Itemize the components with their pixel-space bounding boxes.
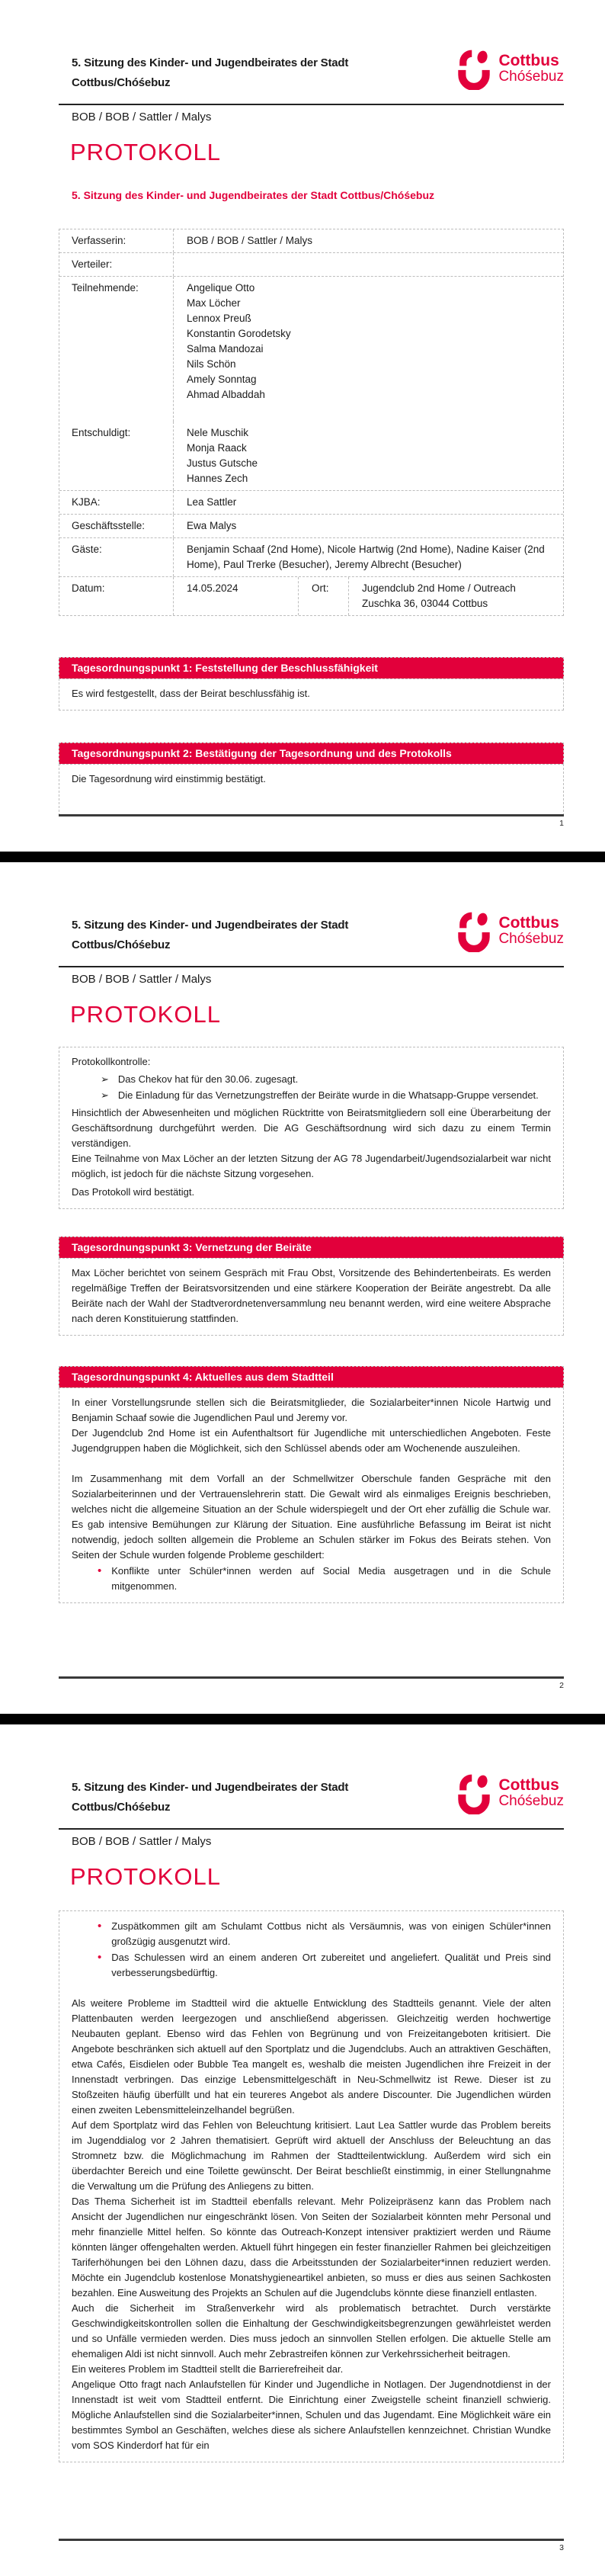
- stadtteil-paragraphs: [72, 1996, 551, 2453]
- protokollkontrolle-para3: Das Protokoll wird bestätigt.: [72, 1186, 195, 1198]
- list-item-text: Das Schulessen wird an einem anderen Ort zubereitet und angeliefert. Qualität und Preis sind verbesserungsbedürftig.: [111, 1952, 551, 1978]
- header-divider: [59, 104, 564, 105]
- excused-name: Hannes Zech: [187, 473, 248, 484]
- excused-name: Monja Raack: [187, 442, 247, 454]
- topic-3-body: [59, 1258, 564, 1336]
- page-1: [0, 0, 605, 852]
- protokollkontrolle-box: [59, 1047, 564, 1209]
- topic-2-body: [59, 764, 564, 816]
- footer-divider: [59, 1676, 564, 1679]
- school-problems-list: [72, 1919, 551, 1981]
- logo-city-name: Cottbus: [498, 914, 559, 932]
- logo-city-name: Cottbus: [498, 1776, 559, 1794]
- topic-1-heading: Tagesordnungspunkt 1: Feststellung der Beschlussfähigkeit: [59, 657, 564, 678]
- arrow-bullet-icon: ➢: [101, 1073, 109, 1085]
- participant-name: Konstantin Gorodetsky: [187, 328, 291, 339]
- row-label: Teilnehmende:: [59, 277, 174, 422]
- excused-list: [187, 425, 554, 486]
- participant-name: Amely Sonntag: [187, 374, 257, 385]
- protokollkontrolle-para2: Eine Teilnahme von Max Löcher an der letzten Sitzung der AG 78 Jugendarbeit/Jugendsozialarbeit war nicht möglich, ist jedoch für die nächste Sitzung vorgesehen.: [72, 1153, 551, 1179]
- topic-4-body: [59, 1387, 564, 1603]
- topic-3-text: Max Löcher berichtet von seinem Gespräch mit Frau Obst, Vorsitzende des Behindertenbeirats. Es werden regelmäßige Treffen der Beiratsvorsitzenden und eine stärkere Kooperation der Beiräte angestrebt. Da alle Beiräte nach der Wahl der Stadtverordnetenversammlung neu benannt werden, wird eine weitere Absprache nach deren Konstituierung stattfinden.: [72, 1267, 551, 1324]
- row-label: Datum:: [59, 577, 174, 615]
- body-paragraph: Angelique Otto fragt nach Anlaufstellen für Kinder und Jugendliche in Notlagen. Der Jugendnotdienst in der Innenstadt ist weit vom Stadtteil entfernt. Die Einrichtung einer Zweigstelle scheint finanziell schwierig. Mögliche Anlaufstellen sind die Sozialarbeiter*innen, Schulen und das Jugendamt. Eine Möglichkeit wäre ein bestimmtes Symbol an Geschäften, welches diese als sichere Anlaufstellen kennzeichnet. Christian Wundke vom SOS Kinderdorf hat für ein: [72, 2379, 551, 2451]
- document-title-line2: Cottbus/Chóśebuz: [72, 1801, 171, 1814]
- page-footer: [59, 1676, 564, 1690]
- dot-bullet-icon: •: [98, 1564, 102, 1577]
- topic-4-heading: Tagesordnungspunkt 4: Aktuelles aus dem Stadtteil: [59, 1366, 564, 1387]
- table-row-geschaeftsstelle: [59, 514, 563, 537]
- cottbus-logo: [456, 909, 564, 952]
- document-title-line2: Cottbus/Chóśebuz: [72, 938, 171, 951]
- header-divider: [59, 1828, 564, 1830]
- list-item: [72, 1950, 551, 1981]
- page-footer: [59, 814, 564, 828]
- topic-1-body: [59, 678, 564, 711]
- stadtteil-continuation-section: [59, 1910, 564, 2462]
- excused-name: Nele Muschik: [187, 427, 249, 438]
- topic-4-para2: Der Jugendclub 2nd Home ist ein Aufenthaltsort für Jugendliche mit unterschiedlichen Angeboten. Feste Jugendgruppen haben die Möglichkeit, sich den Schlüssel abends oder am Wochenende auszuleihen.: [72, 1427, 551, 1454]
- row-label: Gäste:: [59, 538, 174, 576]
- document-title-line2: Cottbus/Chóśebuz: [72, 76, 171, 89]
- doc-type-heading: PROTOKOLL: [70, 139, 221, 165]
- participant-name: Lennox Preuß: [187, 313, 251, 324]
- authors-line: BOB / BOB / Sattler / Malys: [72, 973, 212, 986]
- body-paragraph: Auch die Sicherheit im Straßenverkehr wird als problematisch betrachtet. Durch verstärkte Geschwindigkeitskontrollen sollen die Einhaltung der Geschwindigkeitsbegrenzungen gewährleistet werden und so Unfälle vermieden werden. Dies muss jedoch an sinnvollen Stellen erfolgen. Die aktuelle Stelle am ehemaligen Aldi ist nicht sinnvoll. Auch mehr Zebrastreifen können zur Verkehrssicherheit beitragen.: [72, 2302, 551, 2359]
- table-row-datum: [59, 576, 563, 615]
- cottbus-logo-icon: [456, 909, 491, 952]
- protokollkontrolle-list: [72, 1072, 551, 1103]
- topic-4-bullet: [72, 1564, 551, 1594]
- page-number: 2: [559, 1681, 564, 1690]
- header-divider: [59, 966, 564, 967]
- logo-city-name: Cottbus: [498, 52, 559, 69]
- row-label: Verfasserin:: [59, 229, 174, 252]
- participant-name: Max Löcher: [187, 297, 241, 309]
- list-item: [72, 1919, 551, 1949]
- meta-table: [59, 229, 564, 616]
- document-title: [72, 53, 348, 93]
- document-title-line1: 5. Sitzung des Kinder- und Jugendbeirates der Stadt: [72, 1781, 349, 1794]
- document-title: [72, 1778, 348, 1817]
- body-paragraph: Das Thema Sicherheit ist im Stadtteil ebenfalls relevant. Mehr Polizeipräsenz kann das Problem nach Ansicht der Jugendlichen nur eingeschränkt lösen. Von Seiten der Sozialarbeit könnten mehr Personal und mehr finanzielle Mittel helfen. So könnte das Outreach-Konzept intensiver praktiziert werden und Räume könnten länger offengehalten werden. Aktuell führt hingegen ein fester finanzieller Rahmen bei gleichzeitigen Tariferhöhungen bei den Löhnen dazu, dass die Arbeitsstunden der Sozialarbeiter*innen reduziert werden. Möchte ein Jugendclub kostenlose Monatshygieneartikel anbieten, so muss er dies aus seinen Sachkosten bezahlen. Eine Ausweitung des Projekts an Schulen auf die Jugendclubs könnte diese finanziell entlasten.: [72, 2196, 551, 2299]
- row-value: Ewa Malys: [187, 520, 237, 531]
- table-row-gaeste: [59, 537, 563, 576]
- body-paragraph: Ein weiteres Problem im Stadtteil stellt die Barrierefreiheit dar.: [72, 2363, 344, 2375]
- dot-bullet-icon: •: [98, 1920, 102, 1933]
- row-label: KJBA:: [59, 491, 174, 514]
- list-item-text: Das Chekov hat für den 30.06. zugesagt.: [117, 1073, 299, 1085]
- document-header: [59, 53, 564, 93]
- list-item-text: Zuspätkommen gilt am Schulamt Cottbus nicht als Versäumnis, was von einigen Schüler*innen großzügig ausgenutzt wird.: [111, 1920, 551, 1947]
- cottbus-logo: [456, 47, 564, 90]
- body-paragraph: Als weitere Probleme im Stadtteil wird die aktuelle Entwicklung des Stadtteils genannt. Viele der alten Plattenbauten werden leergezogen und anschließend abgerissen. Gleichzeitig werden hochwertige Neubauten geplant. Ebenso wird das Fehlen von Begrünung und von Freizeitangeboten kritisiert. Die Angebote beschränken sich aktuell auf den Sportplatz und die Jugendclubs. Auch an attraktiven Geschäften, etwa Cafés, Eisdielen oder Bubble Tea mangelt es, weshalb die meisten Jugendlichen ihre Freizeit in der Innenstadt verbringen. Das einzige Lebensmittelgeschäft in Neu-Schmellwitz ist Rewe. Dieser ist zu Stoßzeiten häufig überfüllt und hat ein teureres Angebot als andere Discounter. Die Jugendlichen würden einen zweiten Lebensmitteleinzelhandel begrüßen.: [72, 1997, 551, 2116]
- table-row-entschuldigt: [59, 422, 563, 490]
- ort-value-line1: Jugendclub 2nd Home / Outreach: [362, 582, 516, 594]
- cottbus-logo-icon: [456, 47, 491, 90]
- logo-city-name-sorbian: Chóśebuz: [498, 1793, 564, 1810]
- row-label: Verteiler:: [59, 253, 174, 276]
- document-header: [59, 916, 564, 955]
- dot-bullet-icon: •: [98, 1951, 102, 1964]
- cottbus-logo: [456, 1772, 564, 1814]
- cottbus-logo-icon: [456, 1772, 491, 1814]
- topic-3: [59, 1237, 564, 1336]
- page-number: 1: [559, 819, 564, 828]
- document-title-line1: 5. Sitzung des Kinder- und Jugendbeirates der Stadt: [72, 919, 349, 932]
- page-3: [0, 1724, 605, 2576]
- body-paragraph: Auf dem Sportplatz wird das Fehlen von Beleuchtung kritisiert. Laut Lea Sattler wurde das Problem bereits im Jugenddialog vor 2 Jahren thematisiert. Geprüft wird aktuell der Anschluss der Beleuchtung an das Stromnetz bzw. die Möglichmachung im Rahmen der Stadtteilentwicklung. Außerdem wird sich ein überdachter Bereich und eine Toilette gewünscht. Der Beirat beschließt einstimmig, in einer Stellungnahme die Verwaltung um die Prüfung des Anliegens zu bitten.: [72, 2119, 551, 2192]
- list-item-text: Die Einladung für das Vernetzungstreffen der Beiräte wurde in die Whatsapp-Gruppe versendet.: [117, 1089, 539, 1101]
- participant-name: Nils Schön: [187, 358, 236, 370]
- doc-type-heading: PROTOKOLL: [70, 1863, 221, 1890]
- topic-4-para1: In einer Vorstellungsrunde stellen sich die Beiratsmitglieder, die Sozialarbeiter*innen Nicole Hartwig und Benjamin Schaaf sowie die Jugendlichen Paul und Jeremy vor.: [72, 1397, 551, 1423]
- row-value: Benjamin Schaaf (2nd Home), Nicole Hartwig (2nd Home), Nadine Kaiser (2nd Home), Paul Trerke (Besucher), Jeremy Albrecht (Besucher): [187, 544, 545, 570]
- page-2: [0, 862, 605, 1714]
- row-value: BOB / BOB / Sattler / Malys: [187, 235, 313, 246]
- row-value: [174, 422, 563, 490]
- topic-1: [59, 657, 564, 711]
- row-label: Geschäftsstelle:: [59, 515, 174, 537]
- table-row-verfasserin: [59, 229, 563, 252]
- ort-value: [349, 577, 563, 615]
- list-item: [72, 1072, 551, 1087]
- doc-type-heading: PROTOKOLL: [70, 1001, 221, 1028]
- topic-1-text: Es wird festgestellt, dass der Beirat beschlussfähig ist.: [72, 688, 310, 699]
- topic-3-heading: Tagesordnungspunkt 3: Vernetzung der Beiräte: [59, 1237, 564, 1258]
- ort-value-line2: Zuschka 36, 03044 Cottbus: [362, 598, 488, 609]
- topic-4-para3: Im Zusammenhang mit dem Vorfall an der Schmellwitzer Oberschule fanden Gespräche mit den Sozialarbeiterinnen und der Vertrauenslehrerin statt. Die Gewalt wird als einmaliges Ereignis beschrieben, welches nicht die allgemeine Situation an der Schule widerspiegelt und der Ort eher zufällig die Schule war. Es gab intensive Bemühungen zur Klärung der Situation. Eine ausführliche Befassung im Beirat ist nicht notwendig, jedoch sollten allgemein die Probleme an Schulen stärker im Fokus des Beirats stehen. Von Seiten der Schule wurden folgende Probleme geschildert:: [72, 1473, 551, 1561]
- list-item: [72, 1088, 551, 1103]
- topic-2: [59, 743, 564, 816]
- logo-wordmark: [498, 53, 564, 85]
- topic-2-text: Die Tagesordnung wird einstimmig bestätigt.: [72, 773, 266, 784]
- footer-divider: [59, 2539, 564, 2541]
- datum-value: 14.05.2024: [174, 577, 299, 615]
- protokollkontrolle-section: [59, 1047, 564, 1209]
- row-value: [174, 277, 563, 422]
- document-header: [59, 1778, 564, 1817]
- participant-name: Angelique Otto: [187, 282, 255, 294]
- ort-label: Ort:: [299, 577, 349, 615]
- topic-4-bullet-text: Konflikte unter Schüler*innen werden auf Social Media ausgetragen und in die Schule mitgenommen.: [111, 1565, 551, 1592]
- logo-wordmark: [498, 915, 564, 947]
- page-footer: [59, 2539, 564, 2552]
- logo-wordmark: [498, 1777, 564, 1809]
- topic-2-heading: Tagesordnungspunkt 2: Bestätigung der Tagesordnung und des Protokolls: [59, 743, 564, 764]
- page-number: 3: [559, 2543, 564, 2552]
- stadtteil-continuation-box: [59, 1910, 564, 2462]
- row-value: Lea Sattler: [187, 496, 237, 508]
- document-title-line1: 5. Sitzung des Kinder- und Jugendbeirates der Stadt: [72, 56, 349, 69]
- protokollkontrolle-para1: Hinsichtlich der Abwesenheiten und möglichen Rücktritte von Beiratsmitgliedern soll eine Überarbeitung der Geschäftsordnung durchgeführt werden. Die AG Geschäftsordnung wird sich dazu zu einem Termin verständigen.: [72, 1107, 551, 1149]
- session-heading: 5. Sitzung des Kinder- und Jugendbeirates der Stadt Cottbus/Chóśebuz: [72, 189, 435, 201]
- protokollkontrolle-intro: Protokollkontrolle:: [72, 1056, 151, 1067]
- authors-line: BOB / BOB / Sattler / Malys: [72, 111, 212, 124]
- arrow-bullet-icon: ➢: [101, 1089, 109, 1101]
- table-row-teilnehmende: [59, 276, 563, 422]
- row-label: Entschuldigt:: [59, 422, 174, 490]
- participant-name: Ahmad Albaddah: [187, 389, 265, 400]
- row-value: [174, 253, 563, 276]
- authors-line: BOB / BOB / Sattler / Malys: [72, 1835, 212, 1848]
- participants-list: [187, 281, 554, 403]
- excused-name: Justus Gutsche: [187, 457, 258, 469]
- logo-city-name-sorbian: Chóśebuz: [498, 931, 564, 948]
- footer-divider: [59, 814, 564, 816]
- table-row-verteiler: [59, 252, 563, 276]
- table-row-kjba: [59, 490, 563, 514]
- participant-name: Salma Mandozai: [187, 343, 264, 354]
- topic-4: [59, 1366, 564, 1603]
- logo-city-name-sorbian: Chóśebuz: [498, 69, 564, 85]
- document-title: [72, 916, 348, 955]
